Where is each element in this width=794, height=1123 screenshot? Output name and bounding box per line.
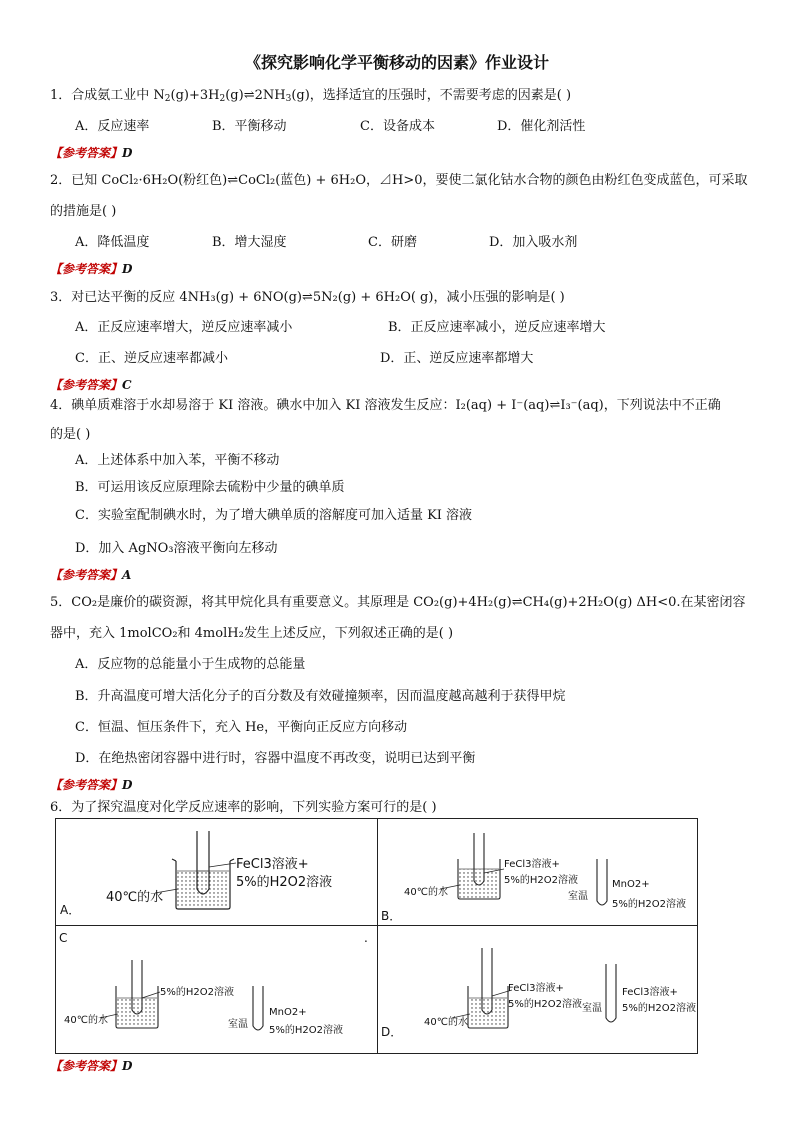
option-3a: A．正反应速率增大，逆反应速率减小 (75, 320, 293, 335)
option-5a: A．反应物的总能量小于生成物的总能量 (75, 657, 306, 672)
option-1c: C．设备成本 (360, 119, 435, 134)
option-1b: B．平衡移动 (212, 119, 287, 134)
answer-3: 【参考答案】C (50, 378, 132, 392)
beaker-b (458, 859, 500, 899)
fig-b-water: 40℃的水 (404, 887, 448, 898)
option-2c: C．研磨 (368, 235, 417, 250)
fig-a-reagent1: FeCl3溶液+ (236, 857, 309, 872)
option-5c: C．恒温、恒压条件下，充入 He，平衡向正反应方向移动 (75, 720, 408, 735)
option-5d: D．在绝热密闭容器中进行时，容器中温度不再改变，说明已达到平衡 (75, 751, 476, 766)
fig-b-tube2: 5%的H2O2溶液 (612, 899, 686, 910)
option-3c: C．正、逆反应速率都减小 (75, 351, 228, 366)
fig-c-reagent: 5%的H2O2溶液 (160, 987, 234, 998)
answer-5: 【参考答案】D (50, 778, 133, 792)
answer-1: 【参考答案】D (50, 146, 133, 160)
question-1: 1．合成氨工业中 $N_2(g)+3H_2(g)\rightleftharpoons 2NH_3(g)$，选择适宜的压强时，不需要考虑的因素是( ) (50, 88, 572, 104)
page-title: 《探究影响化学平衡移动的因素》作业设计 (244, 53, 549, 72)
option-1a: A．反应速率 (75, 119, 150, 134)
fig-a-reagent2: 5%的H2O2溶液 (236, 875, 333, 890)
fig-d-label: D． (381, 1025, 403, 1039)
fig-d-tube2: 5%的H2O2溶液 (622, 1003, 696, 1014)
answer-6: 【参考答案】D (50, 1059, 133, 1073)
option-4d: D．加入 AgNO₃溶液平衡向左移动 (75, 541, 278, 556)
option-1d: D．催化剂活性 (497, 119, 586, 134)
fig-b-reagent2: 5%的H2O2溶液 (504, 875, 578, 886)
figure-grid (55, 818, 698, 1054)
answer-4: 【参考答案】A (50, 568, 132, 582)
fig-d-reagent1: FeCl3溶液+ (508, 983, 564, 994)
option-3d: D．正、逆反应速率都增大 (380, 351, 534, 366)
fig-b-room: 室温 (568, 891, 588, 902)
question-4: 4．碘单质难溶于水却易溶于 KI 溶液。碘水中加入 KI 溶液发生反应：I₂(aq) + I⁻(aq)⇌I₃⁻(aq)，下列说法中不正确 (50, 398, 721, 413)
fig-c-room: 室温 (228, 1019, 248, 1030)
option-5b: B．升高温度可增大活化分子的百分数及有效碰撞频率，因而温度越高越利于获得甲烷 (75, 689, 566, 704)
answer-2: 【参考答案】D (50, 262, 133, 276)
fig-a-water: 40℃的水 (106, 890, 164, 905)
fig-c-tube1: MnO2+ (269, 1007, 307, 1018)
test-tube-b2 (597, 859, 607, 905)
option-2b: B．增大湿度 (212, 235, 287, 250)
fig-d-room: 室温 (582, 1003, 602, 1014)
fig-c-tube2: 5%的H2O2溶液 (269, 1025, 343, 1036)
beaker-d (468, 986, 508, 1028)
option-2d: D．加入吸水剂 (489, 235, 578, 250)
fig-d-water: 40℃的水 (424, 1017, 468, 1028)
beaker-c (116, 986, 158, 1028)
option-4c: C．实验室配制碘水时，为了增大碘单质的溶解度可加入适量 KI 溶液 (75, 508, 473, 523)
beaker-a (172, 859, 234, 909)
test-tube-c2 (253, 986, 263, 1030)
question-2: 2．已知 CoCl₂·6H₂O(粉红色)⇌CoCl₂(蓝色) + 6H₂O，⊿H>0，要使二氯化钴水合物的颜色由粉红色变成蓝色，可采取 (50, 173, 748, 188)
fig-c-dot: . (364, 931, 368, 945)
test-tube-d2 (606, 964, 616, 1022)
fig-b-label: B． (381, 909, 402, 923)
question-4-cont: 的是( ) (50, 427, 91, 442)
option-3b: B．正反应速率减小，逆反应速率增大 (388, 320, 606, 335)
fig-b-tube1: MnO2+ (612, 879, 650, 890)
option-4b: B．可运用该反应原理除去硫粉中少量的碘单质 (75, 480, 345, 495)
fig-a-label: A． (60, 903, 81, 917)
fig-d-tube1: FeCl3溶液+ (622, 987, 678, 998)
fig-c-water: 40℃的水 (64, 1015, 108, 1026)
question-3: 3．对已达平衡的反应 4NH₃(g) + 6NO(g)⇌5N₂(g) + 6H₂O( g)，减小压强的影响是( ) (50, 290, 565, 305)
option-2a: A．降低温度 (75, 235, 150, 250)
fig-b-reagent1: FeCl3溶液+ (504, 859, 560, 870)
fig-d-reagent2: 5%的H2O2溶液 (508, 999, 582, 1010)
option-4a: A．上述体系中加入苯，平衡不移动 (75, 453, 280, 468)
question-5-cont: 器中，充入 1molCO₂和 4molH₂发生上述反应，下列叙述正确的是( ) (50, 626, 454, 641)
question-6: 6．为了探究温度对化学反应速率的影响，下列实验方案可行的是( ) (50, 800, 437, 815)
question-2-cont: 的措施是( ) (50, 204, 117, 219)
fig-c-label: C (59, 931, 68, 945)
question-5: 5．CO₂是廉价的碳资源，将其甲烷化具有重要意义。其原理是 CO₂(g)+4H₂(g)⇌CH₄(g)+2H₂O(g) ΔH<0.在某密闭容 (50, 595, 746, 610)
